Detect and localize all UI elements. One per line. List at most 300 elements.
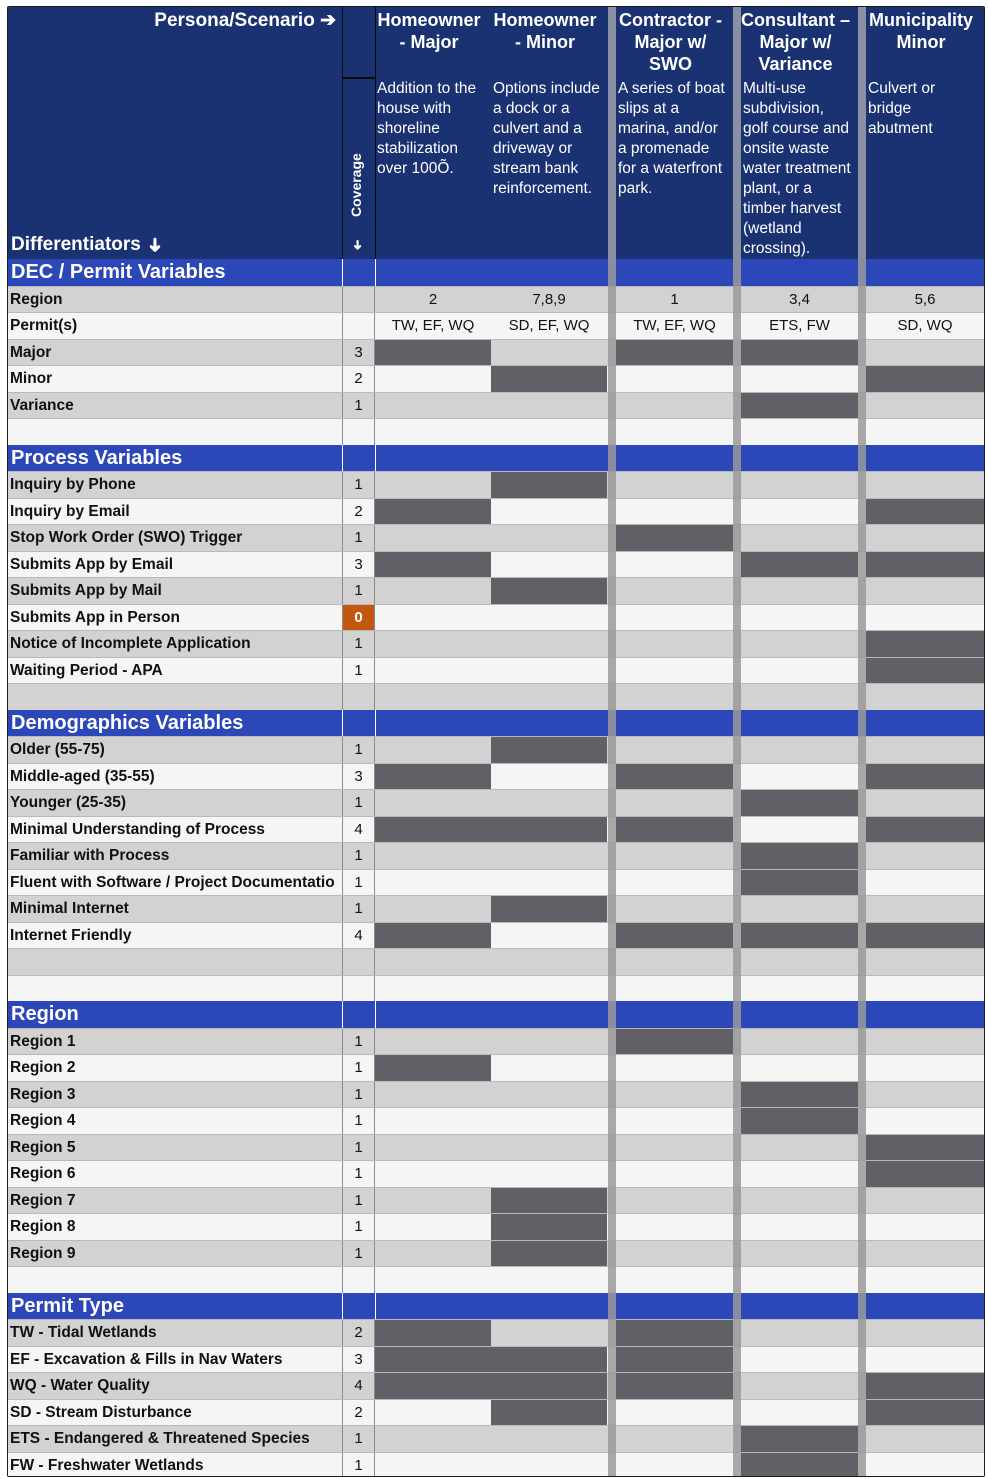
persona-cell <box>491 605 607 632</box>
coverage-value: 1 <box>342 870 375 897</box>
persona-cell <box>866 896 984 923</box>
section-cov-divider <box>342 1001 343 1028</box>
coverage-value: 1 <box>342 896 375 923</box>
persona-mark-cell <box>375 499 491 526</box>
table-row <box>8 392 984 419</box>
table-row <box>8 1346 984 1373</box>
table-row <box>8 524 984 551</box>
persona-cell <box>616 896 733 923</box>
table-row <box>8 736 984 763</box>
persona-cell <box>491 843 607 870</box>
section-title: Process Variables <box>11 446 183 469</box>
persona-cell <box>616 605 733 632</box>
persona-cell <box>375 658 491 685</box>
section-title: DEC / Permit Variables <box>11 261 226 283</box>
persona-cell <box>375 1400 491 1427</box>
persona-cell <box>375 737 491 764</box>
table-row <box>8 789 984 816</box>
down-arrow-icon: ➜ <box>144 237 166 253</box>
persona-cell <box>866 472 984 499</box>
persona-mark-cell <box>491 1241 607 1268</box>
row-label: Minimal Understanding of Process <box>10 820 265 838</box>
table-row <box>8 657 984 684</box>
table-row <box>8 551 984 578</box>
persona-mark-cell <box>491 472 607 499</box>
persona-description: Addition to the house with shoreline stabilization over 100Õ. <box>377 80 477 177</box>
persona-cell <box>491 1055 607 1082</box>
persona-mark-cell <box>616 340 733 367</box>
row-label: Submits App by Mail <box>10 582 162 599</box>
persona-mark-cell <box>491 896 607 923</box>
column-separator-2 <box>733 259 741 1476</box>
persona-cell <box>375 1161 491 1188</box>
persona-cell <box>616 870 733 897</box>
row-label: Region 1 <box>10 1032 76 1050</box>
persona-mark-cell <box>866 552 984 579</box>
persona-cell <box>741 737 858 764</box>
persona-cell <box>866 1108 984 1135</box>
persona-mark-cell <box>616 1347 733 1374</box>
persona-value-cell: ETS, FW <box>769 317 830 334</box>
persona-cell <box>866 1453 984 1478</box>
coverage-value: 1 <box>342 737 375 764</box>
coverage-value: 1 <box>342 525 375 552</box>
coverage-value: 1 <box>342 1453 375 1478</box>
persona-cell <box>491 419 607 446</box>
section-title: Region <box>11 1003 79 1025</box>
persona-cell <box>866 1082 984 1109</box>
persona-cell <box>491 1267 607 1294</box>
table-row <box>8 498 984 525</box>
persona-mark-cell <box>741 870 858 897</box>
table-row <box>8 1372 984 1399</box>
persona-cell <box>491 393 607 420</box>
table-row <box>8 683 984 710</box>
table-row <box>8 312 984 339</box>
persona-mark-cell <box>741 552 858 579</box>
persona-mark-cell <box>866 366 984 393</box>
row-label: WQ - Water Quality <box>10 1377 150 1394</box>
coverage-value: 2 <box>342 366 375 393</box>
persona-cell <box>616 1055 733 1082</box>
persona-cell <box>616 1267 733 1294</box>
persona-cell <box>616 737 733 764</box>
header-block <box>8 7 984 259</box>
persona-mark-cell <box>616 817 733 844</box>
persona-name: Homeowner - Major <box>377 10 481 52</box>
persona-cell <box>741 1241 858 1268</box>
coverage-zero-badge: 0 <box>342 605 375 632</box>
persona-description: A series of boat slips at a marina, and/or a promenade for a waterfront park. <box>618 80 725 197</box>
persona-cell <box>491 340 607 367</box>
coverage-value: 1 <box>342 1241 375 1268</box>
row-label: Minimal Internet <box>10 900 129 917</box>
persona-matrix-table <box>7 6 985 1477</box>
persona-mark-cell <box>375 1055 491 1082</box>
persona-value-cell: SD, WQ <box>897 317 953 334</box>
row-label: Stop Work Order (SWO) Trigger <box>10 529 243 546</box>
persona-cell <box>375 843 491 870</box>
persona-cell <box>491 631 607 658</box>
persona-cell <box>741 764 858 791</box>
persona-cell <box>616 499 733 526</box>
section-header-3 <box>8 710 984 737</box>
coverage-value: 2 <box>342 1400 375 1427</box>
table-row <box>8 1054 984 1081</box>
section-cov-divider <box>342 710 343 737</box>
table-row <box>8 1160 984 1187</box>
persona-cell <box>491 1320 607 1347</box>
table-row <box>8 948 984 975</box>
coverage-value: 1 <box>342 1214 375 1241</box>
row-label: FW - Freshwater Wetlands <box>10 1456 204 1474</box>
persona-mark-cell <box>741 1453 858 1478</box>
header-column-separator-3 <box>858 7 866 259</box>
persona-mark-cell <box>491 737 607 764</box>
table-row <box>8 975 984 1002</box>
persona-cell <box>616 949 733 976</box>
coverage-value: 1 <box>342 1426 375 1453</box>
persona-header-1[interactable] <box>375 7 491 259</box>
persona-mark-cell <box>491 1400 607 1427</box>
table-row <box>8 1319 984 1346</box>
coverage-value: 1 <box>342 1055 375 1082</box>
section-cov-divider <box>342 1293 343 1320</box>
persona-header-4[interactable] <box>741 7 858 259</box>
persona-name: Municipality Minor <box>868 10 973 52</box>
persona-cell <box>616 631 733 658</box>
row-label: Fluent with Software / Project Documentatio <box>10 873 335 891</box>
persona-cell <box>616 552 733 579</box>
table-row <box>8 816 984 843</box>
section-cov-divider-2 <box>375 710 376 737</box>
section-header-1 <box>8 259 984 286</box>
row-label: Inquiry by Email <box>10 502 130 520</box>
coverage-value: 1 <box>342 658 375 685</box>
table-row <box>8 1240 984 1267</box>
persona-cell <box>741 949 858 976</box>
persona-mark-cell <box>616 764 733 791</box>
persona-value-cell: 1 <box>670 290 679 308</box>
persona-name: Contractor - Major w/ SWO <box>619 10 722 74</box>
persona-cell <box>616 578 733 605</box>
row-label: EF - Excavation & Fills in Nav Waters <box>10 1350 283 1368</box>
persona-mark-cell <box>866 764 984 791</box>
persona-cell <box>616 472 733 499</box>
table-row <box>8 604 984 631</box>
persona-cell <box>616 1188 733 1215</box>
persona-cell <box>375 1453 491 1478</box>
persona-cell <box>616 1082 733 1109</box>
coverage-value: 4 <box>342 817 375 844</box>
persona-cell <box>866 1267 984 1294</box>
persona-cell <box>616 790 733 817</box>
coverage-value: 3 <box>342 1347 375 1374</box>
persona-cell <box>741 605 858 632</box>
coverage-value: 4 <box>342 1373 375 1400</box>
persona-cell <box>741 578 858 605</box>
persona-cell <box>375 684 491 711</box>
persona-mark-cell <box>741 393 858 420</box>
persona-mark-cell <box>741 923 858 950</box>
persona-cell <box>741 976 858 1003</box>
persona-cell <box>375 605 491 632</box>
table-row <box>8 1107 984 1134</box>
persona-cell <box>741 1373 858 1400</box>
persona-cell <box>616 1453 733 1478</box>
persona-value-cell: 7,8,9 <box>532 290 566 308</box>
table-row <box>8 895 984 922</box>
persona-mark-cell <box>375 1320 491 1347</box>
table-row <box>8 286 984 313</box>
coverage-value <box>342 976 375 1003</box>
header-column-separator-2 <box>733 7 741 259</box>
row-label: Region 4 <box>10 1112 76 1129</box>
persona-cell <box>616 843 733 870</box>
persona-cell <box>616 366 733 393</box>
persona-cell <box>866 737 984 764</box>
persona-cell <box>375 1267 491 1294</box>
persona-cell <box>866 684 984 711</box>
table-row <box>8 1213 984 1240</box>
persona-cell <box>866 1241 984 1268</box>
row-label: Internet Friendly <box>10 926 132 944</box>
coverage-value: 1 <box>342 631 375 658</box>
persona-cell <box>741 1320 858 1347</box>
persona-value-cell: TW, EF, WQ <box>633 317 716 334</box>
persona-header-5[interactable] <box>866 7 984 259</box>
table-row <box>8 577 984 604</box>
persona-cell <box>616 1108 733 1135</box>
persona-cell <box>741 1188 858 1215</box>
coverage-value: 3 <box>342 764 375 791</box>
persona-name: Consultant – Major w/ Variance <box>741 10 851 74</box>
table-row <box>8 1452 984 1478</box>
persona-cell <box>741 1055 858 1082</box>
persona-cell <box>866 1426 984 1453</box>
persona-description: Culvert or bridge abutment <box>868 80 936 137</box>
persona-cell <box>741 896 858 923</box>
persona-cell <box>866 870 984 897</box>
header-column-separator-1 <box>608 7 616 259</box>
persona-mark-cell <box>741 790 858 817</box>
persona-mark-cell <box>866 1135 984 1162</box>
persona-cell <box>616 393 733 420</box>
persona-mark-cell <box>375 764 491 791</box>
persona-mark-cell <box>866 817 984 844</box>
row-label <box>8 976 342 1003</box>
persona-mark-cell <box>616 1373 733 1400</box>
coverage-value <box>342 1267 375 1294</box>
table-row <box>8 763 984 790</box>
coverage-value: 1 <box>342 578 375 605</box>
persona-cell <box>491 1135 607 1162</box>
table-row <box>8 1187 984 1214</box>
persona-value-cell: 3,4 <box>789 290 810 308</box>
persona-cell <box>491 1082 607 1109</box>
persona-cell <box>375 1029 491 1056</box>
persona-mark-cell <box>741 1082 858 1109</box>
coverage-value: 1 <box>342 472 375 499</box>
persona-cell <box>741 525 858 552</box>
persona-cell <box>866 1214 984 1241</box>
persona-mark-cell <box>616 923 733 950</box>
persona-cell <box>375 1135 491 1162</box>
persona-mark-cell <box>375 552 491 579</box>
persona-cell <box>491 658 607 685</box>
persona-cell <box>491 1108 607 1135</box>
column-separator-1 <box>608 259 616 1476</box>
coverage-header-divider <box>342 77 375 79</box>
coverage-value: 1 <box>342 393 375 420</box>
persona-cell <box>491 1453 607 1478</box>
persona-cell <box>866 393 984 420</box>
persona-cell <box>741 817 858 844</box>
persona-cell <box>616 1241 733 1268</box>
section-header-2 <box>8 445 984 472</box>
header-cov-line-right <box>375 7 376 259</box>
persona-cell <box>866 976 984 1003</box>
section-cov-divider <box>342 259 343 286</box>
coverage-value <box>342 684 375 711</box>
persona-cell <box>375 870 491 897</box>
persona-cell <box>741 1267 858 1294</box>
persona-cell <box>616 684 733 711</box>
persona-mark-cell <box>866 658 984 685</box>
persona-cell <box>491 870 607 897</box>
persona-cell <box>491 764 607 791</box>
persona-mark-cell <box>491 1347 607 1374</box>
persona-cell <box>491 684 607 711</box>
persona-cell <box>866 1320 984 1347</box>
row-label: Inquiry by Phone <box>10 476 136 493</box>
section-header-5 <box>8 1293 984 1320</box>
persona-description: Multi-use subdivision, golf course and onsite waste water treatment plant, or a timber harvest (wetland crossing). <box>743 80 851 257</box>
persona-cell <box>491 790 607 817</box>
persona-cell <box>741 658 858 685</box>
row-label: Region 2 <box>10 1059 76 1076</box>
persona-mark-cell <box>866 1373 984 1400</box>
table-row <box>8 471 984 498</box>
row-label: Region 7 <box>10 1191 76 1209</box>
coverage-value: 2 <box>342 499 375 526</box>
coverage-value: 3 <box>342 552 375 579</box>
persona-scenario-label: Persona/Scenario ➔ <box>154 10 336 31</box>
persona-mark-cell <box>491 1214 607 1241</box>
persona-cell <box>866 605 984 632</box>
coverage-value: 1 <box>342 790 375 817</box>
persona-mark-cell <box>491 817 607 844</box>
persona-cell <box>616 1214 733 1241</box>
persona-value-cell: SD, EF, WQ <box>508 317 590 334</box>
row-label <box>8 949 342 976</box>
persona-mark-cell <box>375 340 491 367</box>
row-label <box>8 1267 342 1294</box>
persona-mark-cell <box>866 631 984 658</box>
persona-cell <box>616 1135 733 1162</box>
persona-cell <box>741 419 858 446</box>
persona-header-3[interactable] <box>616 7 733 259</box>
coverage-value: 3 <box>342 340 375 367</box>
persona-cell <box>491 1029 607 1056</box>
coverage-value <box>342 949 375 976</box>
persona-mark-cell <box>866 1161 984 1188</box>
persona-cell <box>616 658 733 685</box>
section-cov-divider-2 <box>375 1293 376 1320</box>
persona-cell <box>616 1161 733 1188</box>
coverage-value <box>342 313 375 340</box>
persona-cell <box>491 1161 607 1188</box>
table-row <box>8 922 984 949</box>
section-cov-divider-2 <box>375 259 376 286</box>
row-label: Minor <box>10 370 53 387</box>
persona-mark-cell <box>866 923 984 950</box>
persona-mark-cell <box>741 340 858 367</box>
row-label: Permit(s) <box>10 317 78 334</box>
persona-cell <box>866 790 984 817</box>
table-row <box>8 1399 984 1426</box>
coverage-value: 1 <box>342 1082 375 1109</box>
persona-cell <box>741 472 858 499</box>
coverage-value: 2 <box>342 1320 375 1347</box>
persona-mark-cell <box>491 578 607 605</box>
section-header-4 <box>8 1001 984 1028</box>
persona-cell <box>491 976 607 1003</box>
coverage-value: 4 <box>342 923 375 950</box>
table-row <box>8 869 984 896</box>
persona-cell <box>375 1082 491 1109</box>
persona-mark-cell <box>616 1320 733 1347</box>
persona-cell <box>491 499 607 526</box>
persona-mark-cell <box>741 1108 858 1135</box>
persona-cell <box>616 1400 733 1427</box>
persona-value-cell: TW, EF, WQ <box>391 317 475 334</box>
persona-header-2[interactable] <box>491 7 607 259</box>
row-label: TW - Tidal Wetlands <box>10 1324 157 1341</box>
persona-cell <box>375 631 491 658</box>
persona-mark-cell <box>375 817 491 844</box>
persona-cell <box>741 631 858 658</box>
coverage-value: 1 <box>342 1188 375 1215</box>
table-row <box>8 1425 984 1452</box>
section-title: Demographics Variables <box>11 711 244 734</box>
persona-cell <box>616 419 733 446</box>
coverage-value: 1 <box>342 843 375 870</box>
row-label: Familiar with Process <box>10 847 170 864</box>
table-row <box>8 1081 984 1108</box>
persona-mark-cell <box>375 1373 491 1400</box>
persona-mark-cell <box>375 923 491 950</box>
persona-cell <box>741 1029 858 1056</box>
persona-cell <box>375 1108 491 1135</box>
persona-cell <box>375 525 491 552</box>
persona-cell <box>866 419 984 446</box>
table-row <box>8 630 984 657</box>
coverage-value: 1 <box>342 1029 375 1056</box>
row-label: Submits App in Person <box>10 608 180 626</box>
table-row <box>8 1134 984 1161</box>
persona-cell <box>375 472 491 499</box>
row-label: Variance <box>10 396 74 414</box>
persona-name: Homeowner - Minor <box>493 10 597 52</box>
persona-cell <box>866 578 984 605</box>
persona-cell <box>866 1188 984 1215</box>
persona-cell <box>375 976 491 1003</box>
persona-cell <box>866 525 984 552</box>
persona-cell <box>375 1188 491 1215</box>
coverage-value: 1 <box>342 1108 375 1135</box>
row-label: ETS - Endangered & Threatened Species <box>10 1430 310 1447</box>
